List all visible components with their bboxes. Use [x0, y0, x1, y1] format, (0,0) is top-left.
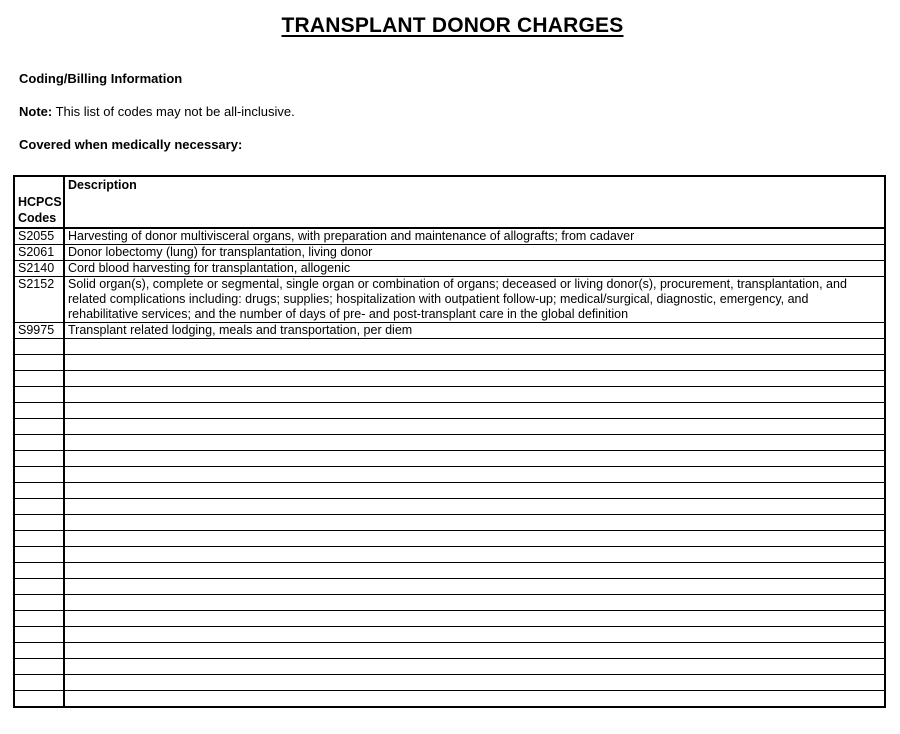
empty-description-cell: [64, 675, 885, 691]
description-cell: Harvesting of donor multivisceral organs, with preparation and maintenance of allografts; from cadaver: [64, 228, 885, 245]
empty-code-cell: [14, 595, 64, 611]
empty-description-cell: [64, 611, 885, 627]
coding-billing-heading: Coding/Billing Information: [19, 71, 183, 86]
note-line: [19, 104, 295, 119]
empty-code-cell: [14, 611, 64, 627]
empty-table-row: [14, 595, 885, 611]
empty-table-row: [14, 515, 885, 531]
empty-code-cell: [14, 691, 64, 708]
empty-table-row: [14, 371, 885, 387]
empty-table-row: [14, 451, 885, 467]
empty-description-cell: [64, 355, 885, 371]
empty-code-cell: [14, 515, 64, 531]
empty-code-cell: [14, 675, 64, 691]
empty-table-row: [14, 659, 885, 675]
hcpcs-code-cell: S9975: [14, 323, 64, 339]
empty-table-row: [14, 579, 885, 595]
table-header-row: [14, 176, 885, 228]
empty-code-cell: [14, 659, 64, 675]
empty-table-row: [14, 627, 885, 643]
document-title: TRANSPLANT DONOR CHARGES: [281, 14, 624, 37]
empty-table-row: [14, 387, 885, 403]
empty-table-row: [14, 499, 885, 515]
table-body: [14, 228, 885, 707]
empty-table-row: [14, 419, 885, 435]
empty-description-cell: [64, 435, 885, 451]
empty-table-row: [14, 611, 885, 627]
empty-description-cell: [64, 467, 885, 483]
empty-description-cell: [64, 419, 885, 435]
codes-table: [13, 175, 886, 708]
empty-table-row: [14, 467, 885, 483]
empty-code-cell: [14, 483, 64, 499]
table-row: [14, 277, 885, 323]
empty-code-cell: [14, 499, 64, 515]
table-row: [14, 261, 885, 277]
empty-description-cell: [64, 483, 885, 499]
description-cell: Transplant related lodging, meals and transportation, per diem: [64, 323, 885, 339]
empty-code-cell: [14, 371, 64, 387]
empty-description-cell: [64, 371, 885, 387]
empty-table-row: [14, 643, 885, 659]
header-description: Description: [64, 176, 885, 228]
empty-code-cell: [14, 467, 64, 483]
empty-description-cell: [64, 595, 885, 611]
empty-table-row: [14, 563, 885, 579]
covered-heading: Covered when medically necessary:: [19, 137, 243, 152]
empty-code-cell: [14, 563, 64, 579]
empty-table-row: [14, 531, 885, 547]
empty-description-cell: [64, 563, 885, 579]
empty-table-row: [14, 547, 885, 563]
empty-code-cell: [14, 579, 64, 595]
table-row: [14, 228, 885, 245]
empty-code-cell: [14, 387, 64, 403]
empty-table-row: [14, 355, 885, 371]
empty-code-cell: [14, 419, 64, 435]
description-cell: Donor lobectomy (lung) for transplantation, living donor: [64, 245, 885, 261]
empty-description-cell: [64, 339, 885, 355]
empty-code-cell: [14, 643, 64, 659]
empty-code-cell: [14, 403, 64, 419]
empty-table-row: [14, 691, 885, 708]
empty-table-row: [14, 675, 885, 691]
empty-description-cell: [64, 691, 885, 708]
empty-code-cell: [14, 451, 64, 467]
empty-table-row: [14, 403, 885, 419]
header-hcpcs-codes: HCPCS Codes: [14, 176, 64, 228]
empty-description-cell: [64, 659, 885, 675]
hcpcs-code-cell: S2140: [14, 261, 64, 277]
empty-table-row: [14, 483, 885, 499]
hcpcs-code-cell: S2055: [14, 228, 64, 245]
empty-description-cell: [64, 499, 885, 515]
empty-description-cell: [64, 627, 885, 643]
note-label: Note:: [19, 104, 53, 119]
empty-description-cell: [64, 451, 885, 467]
description-cell: Solid organ(s), complete or segmental, single organ or combination of organs; deceased or living donor(s), procurement, transplantation, and related complications including: drugs; supplies; hospitalization with outpatient follow-up; medical/surgical, diagnostic, emergency, and rehabilitative services; and the number of days of pre- and post-transplant care in the global definition: [64, 277, 885, 323]
empty-description-cell: [64, 403, 885, 419]
empty-code-cell: [14, 355, 64, 371]
empty-code-cell: [14, 531, 64, 547]
empty-description-cell: [64, 531, 885, 547]
description-cell: Cord blood harvesting for transplantation, allogenic: [64, 261, 885, 277]
empty-table-row: [14, 435, 885, 451]
empty-code-cell: [14, 435, 64, 451]
empty-code-cell: [14, 627, 64, 643]
empty-description-cell: [64, 579, 885, 595]
table-row: [14, 245, 885, 261]
table-row: [14, 323, 885, 339]
empty-description-cell: [64, 643, 885, 659]
empty-description-cell: [64, 515, 885, 531]
hcpcs-code-cell: S2152: [14, 277, 64, 323]
hcpcs-code-cell: S2061: [14, 245, 64, 261]
empty-description-cell: [64, 387, 885, 403]
empty-description-cell: [64, 547, 885, 563]
empty-table-row: [14, 339, 885, 355]
note-text: This list of codes may not be all-inclusive.: [55, 104, 295, 119]
empty-code-cell: [14, 547, 64, 563]
empty-code-cell: [14, 339, 64, 355]
